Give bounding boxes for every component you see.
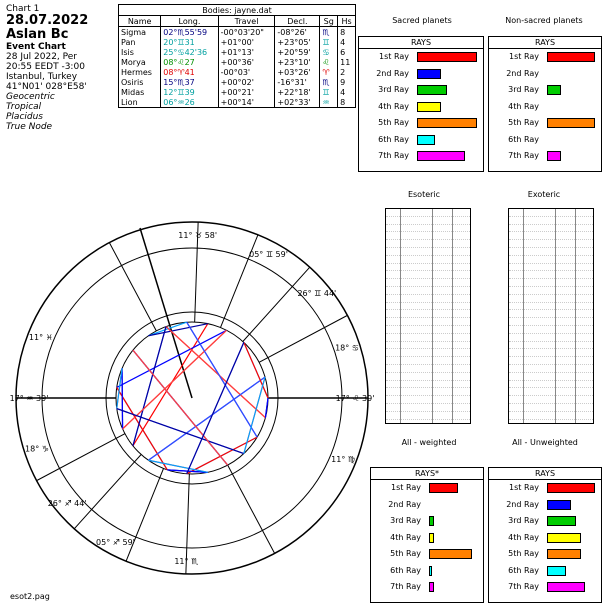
list-line [386, 303, 470, 311]
bodies-cell-long: 15°♏37 [161, 77, 218, 87]
chart-number: Chart 1 [6, 4, 40, 14]
bodies-cell-sg: ♊ [320, 37, 338, 47]
ray-bar [547, 582, 585, 592]
aspect-line [187, 322, 257, 437]
bodies-cell-decl: +20°59' [275, 47, 320, 57]
option-tropical: Tropical [6, 102, 42, 112]
rays-panel-sacred [358, 36, 484, 172]
ray-row [489, 530, 601, 547]
ray-label: 3rd Ray [508, 85, 539, 94]
rays-panel-nonsacred [488, 36, 602, 172]
bodies-cell-hs: 6 [338, 47, 356, 57]
ray-row [371, 480, 483, 497]
list-line [509, 295, 593, 303]
list-line [386, 396, 470, 404]
ray-label: 7th Ray [378, 151, 409, 160]
sacred-planets-title: Sacred planets [392, 16, 452, 25]
bodies-cell-decl: +23°10' [275, 57, 320, 67]
list-line [386, 334, 470, 342]
bodies-cell-sg: ♒ [320, 97, 338, 108]
list-line [386, 388, 470, 396]
esoteric-list [385, 208, 471, 424]
ray-row [359, 66, 483, 83]
ray-bar [547, 533, 581, 543]
list-line [386, 310, 470, 318]
list-line [386, 256, 470, 264]
ray-row [489, 82, 601, 99]
ray-row [371, 579, 483, 596]
ray-label: 2nd Ray [506, 499, 539, 509]
cusp-label: 26° ♐ 44' [47, 498, 87, 508]
list-line [386, 240, 470, 248]
ray-bar [429, 533, 434, 543]
chart-date: 28 Jul 2022, Per [6, 52, 78, 62]
bodies-cell-long: 12°♊39 [161, 87, 218, 97]
option-true-node: True Node [6, 122, 53, 132]
bodies-cell-name: Osiris [119, 77, 161, 87]
list-line [386, 365, 470, 373]
ray-row [489, 148, 601, 165]
house-cusp-line [74, 454, 141, 528]
exoteric-title: Exoteric [527, 190, 561, 199]
bodies-header-cell: Sg [320, 16, 338, 27]
bodies-cell-hs: 4 [338, 87, 356, 97]
ray-row [489, 115, 601, 132]
ray-bar [429, 516, 434, 526]
list-line [509, 365, 593, 373]
ray-row [371, 546, 483, 563]
house-cusp-line [220, 235, 257, 328]
bodies-header-cell: Name [119, 16, 161, 27]
ray-bar [429, 483, 458, 493]
cusp-label: 05° ♊ 59' [249, 250, 288, 260]
list-line [386, 248, 470, 256]
bodies-cell-decl: -08°26' [275, 27, 320, 38]
bodies-cell-travel: -00°03'20" [218, 27, 275, 38]
ray-label: 3rd Ray [508, 516, 539, 525]
ray-row [359, 99, 483, 116]
rays-panel-title: RAYS [489, 37, 601, 49]
list-line [386, 279, 470, 287]
list-line [386, 271, 470, 279]
bodies-cell-travel: +00°14' [218, 97, 275, 108]
list-line [386, 412, 470, 420]
house-cusp-line [243, 267, 310, 341]
list-divider [400, 209, 401, 423]
list-line [509, 271, 593, 279]
exoteric-list [508, 208, 594, 424]
ray-row [489, 480, 601, 497]
ray-label: 2nd Ray [388, 499, 421, 509]
ray-label: 5th Ray [508, 549, 539, 558]
bodies-cell-sg: ♊ [320, 87, 338, 97]
ray-bar [547, 52, 595, 62]
bodies-header-cell: Decl. [275, 16, 320, 27]
option-placidus: Placidus [6, 112, 43, 122]
ray-bar [417, 135, 435, 145]
ray-row [489, 497, 601, 514]
cusp-label: 18° ♑ [25, 444, 49, 454]
ray-row [371, 513, 483, 530]
cusp-label: 05° ♐ 59' [96, 537, 135, 547]
ray-label: 2nd Ray [376, 68, 409, 78]
bodies-cell-sg: ♏ [320, 27, 338, 38]
ray-row [489, 132, 601, 149]
nonsacred-planets-title: Non-sacred planets [505, 16, 583, 25]
bodies-cell-hs: 4 [338, 37, 356, 47]
ray-bar [547, 549, 581, 559]
list-line [386, 342, 470, 350]
bodies-row [119, 87, 356, 97]
bodies-row [119, 97, 356, 108]
ray-label: 5th Ray [508, 118, 539, 127]
bodies-cell-decl: +02°33' [275, 97, 320, 108]
house-cusp-line [259, 315, 347, 362]
list-line [386, 287, 470, 295]
ray-label: 1st Ray [509, 52, 539, 61]
list-line [509, 264, 593, 272]
list-line [509, 412, 593, 420]
ray-row [489, 546, 601, 563]
bodies-cell-decl: +22°18' [275, 87, 320, 97]
cusp-label: 26° ♊ 44' [297, 289, 337, 299]
rays-panel-weighted [370, 467, 484, 603]
list-line [509, 287, 593, 295]
esoteric-title: Esoteric [407, 190, 441, 199]
bodies-table-title: Bodies: jayne.dat [119, 5, 356, 16]
list-line [509, 232, 593, 240]
list-divider [523, 209, 524, 423]
aspect-line [122, 368, 123, 429]
bodies-row [119, 37, 356, 47]
bodies-cell-name: Midas [119, 87, 161, 97]
aspect-line [187, 342, 244, 473]
option-geocentric: Geocentric [6, 92, 55, 102]
aspect-line [117, 330, 227, 387]
bodies-header-cell: Travel [218, 16, 275, 27]
list-line [386, 209, 470, 217]
ray-bar [547, 85, 561, 95]
cusp-label: 17° ♌ 39' [335, 394, 375, 403]
aspect-line [117, 387, 168, 469]
bodies-cell-hs: 8 [338, 97, 356, 108]
list-line [509, 381, 593, 389]
list-line [386, 264, 470, 272]
ray-bar [417, 85, 447, 95]
list-line [386, 420, 470, 424]
ray-label: 2nd Ray [506, 68, 539, 78]
ray-label: 5th Ray [390, 549, 421, 558]
ray-label: 3rd Ray [378, 85, 409, 94]
list-line [509, 357, 593, 365]
ray-bar [417, 52, 477, 62]
ray-bar [429, 549, 472, 559]
list-line [386, 349, 470, 357]
list-line [509, 404, 593, 412]
ray-bar [429, 566, 432, 576]
rays-panel-title: RAYS* [371, 468, 483, 480]
ray-label: 1st Ray [391, 483, 421, 492]
ray-label: 7th Ray [508, 582, 539, 591]
list-line [509, 420, 593, 424]
bodies-cell-long: 25°♋42'36 [161, 47, 218, 57]
ray-bar [547, 118, 595, 128]
bodies-cell-name: Sigma [119, 27, 161, 38]
cusp-label: 11° ♉ 58' [178, 231, 218, 241]
ray-bar [547, 500, 571, 510]
list-line [386, 404, 470, 412]
ray-row [359, 49, 483, 66]
aspect-line [123, 330, 227, 429]
list-line [386, 217, 470, 225]
bodies-cell-long: 06°♒26 [161, 97, 218, 108]
bodies-cell-sg: ♋ [320, 47, 338, 57]
midheaven-arrow [140, 228, 192, 398]
ray-row [359, 148, 483, 165]
list-line [386, 232, 470, 240]
list-line [386, 295, 470, 303]
bodies-cell-decl: +23°05' [275, 37, 320, 47]
bodies-cell-sg: ♈ [320, 67, 338, 77]
list-line [509, 334, 593, 342]
ray-row [371, 563, 483, 580]
list-line [386, 326, 470, 334]
list-line [386, 373, 470, 381]
cusp-label: 11° ♏ [174, 556, 199, 566]
rays-panel-unweighted [488, 467, 602, 603]
bodies-table [118, 4, 356, 108]
ray-row [359, 115, 483, 132]
list-line [386, 318, 470, 326]
chart-type: Event Chart [6, 42, 66, 52]
ray-label: 6th Ray [508, 565, 539, 575]
list-line [509, 279, 593, 287]
ray-label: 4th Ray [508, 532, 539, 542]
ray-row [489, 99, 601, 116]
bodies-cell-name: Lion [119, 97, 161, 108]
ray-bar [547, 483, 595, 493]
chart-name: 28.07.2022 Aslan Bc [6, 13, 89, 42]
chart-time: 20:55 EEDT -3:00 [6, 62, 85, 72]
list-divider [575, 209, 576, 423]
ray-row [489, 49, 601, 66]
bodies-cell-decl: +03°26' [275, 67, 320, 77]
chart-wheel [0, 210, 384, 594]
ray-bar [547, 516, 576, 526]
ray-row [371, 530, 483, 547]
ray-row [359, 82, 483, 99]
ray-bar [417, 102, 441, 112]
list-divider [452, 209, 453, 423]
bodies-cell-long: 20°♊31 [161, 37, 218, 47]
list-line [509, 318, 593, 326]
ray-row [371, 497, 483, 514]
rays-panel-title: RAYS [489, 468, 601, 480]
bodies-cell-sg: ♌ [320, 57, 338, 67]
ray-label: 3rd Ray [390, 516, 421, 525]
rays-panel-title: RAYS [359, 37, 483, 49]
ray-row [489, 513, 601, 530]
bodies-cell-long: 08°♌27 [161, 57, 218, 67]
bodies-cell-travel: -00°03' [218, 67, 275, 77]
bodies-cell-travel: +01°00' [218, 37, 275, 47]
list-line [509, 310, 593, 318]
ray-label: 1st Ray [509, 483, 539, 492]
list-line [509, 209, 593, 217]
cusp-label: 17° ♒ 39' [9, 394, 49, 403]
ray-bar [547, 566, 566, 576]
bodies-cell-travel: +01°13' [218, 47, 275, 57]
bodies-cell-name: Pan [119, 37, 161, 47]
bodies-cell-travel: +00°21' [218, 87, 275, 97]
bodies-header-cell: Hs [338, 16, 356, 27]
bodies-cell-travel: +00°36' [218, 57, 275, 67]
house-cusp-line [228, 465, 275, 553]
list-line [386, 357, 470, 365]
list-line [509, 303, 593, 311]
ray-row [489, 563, 601, 580]
bodies-cell-sg: ♏ [320, 77, 338, 87]
list-line [509, 326, 593, 334]
ray-label: 4th Ray [508, 101, 539, 111]
ray-label: 6th Ray [390, 565, 421, 575]
bodies-cell-hs: 2 [338, 67, 356, 77]
bodies-cell-name: Morya [119, 57, 161, 67]
bodies-row [119, 77, 356, 87]
bodies-row [119, 47, 356, 57]
chart-coords: 41°N01' 028°E58' [6, 82, 87, 92]
ray-bar [429, 582, 434, 592]
ray-bar [417, 69, 441, 79]
list-line [509, 217, 593, 225]
list-line [509, 373, 593, 381]
bodies-row [119, 27, 356, 38]
bodies-row [119, 67, 356, 77]
cusp-label: 18° ♋ [335, 343, 359, 353]
ray-label: 4th Ray [378, 101, 409, 111]
ray-row [489, 579, 601, 596]
list-line [509, 248, 593, 256]
bodies-cell-decl: -16°31' [275, 77, 320, 87]
ray-label: 4th Ray [390, 532, 421, 542]
ray-label: 5th Ray [378, 118, 409, 127]
list-line [509, 349, 593, 357]
cusp-label: 11° ♍ [331, 455, 356, 465]
footer-filename: esot2.pag [10, 592, 50, 601]
list-line [386, 225, 470, 233]
bodies-header-cell: Long. [161, 16, 218, 27]
house-cusp-line [37, 434, 125, 481]
list-divider [432, 209, 433, 423]
ray-label: 6th Ray [378, 134, 409, 144]
bodies-cell-hs: 11 [338, 57, 356, 67]
ray-bar [547, 151, 561, 161]
bodies-cell-travel: +00°02' [218, 77, 275, 87]
ray-label: 7th Ray [508, 151, 539, 160]
list-line [386, 381, 470, 389]
house-cusp-line [126, 468, 163, 561]
bodies-cell-name: Hermes [119, 67, 161, 77]
cusp-label: 11° ♓ [28, 332, 53, 342]
bodies-cell-long: 08°♈41 [161, 67, 218, 77]
ray-row [489, 66, 601, 83]
ray-bar [417, 151, 465, 161]
ray-label: 7th Ray [390, 582, 421, 591]
list-divider [555, 209, 556, 423]
chart-header [6, 4, 118, 132]
ray-bar [417, 118, 477, 128]
bodies-cell-hs: 8 [338, 27, 356, 38]
ray-row [359, 132, 483, 149]
bodies-cell-hs: 9 [338, 77, 356, 87]
unweighted-caption: All - Unweighted [512, 438, 578, 447]
aspect-line [117, 409, 244, 454]
list-line [509, 256, 593, 264]
weighted-caption: All - weighted [401, 438, 457, 447]
bodies-cell-name: Isis [119, 47, 161, 57]
list-line [509, 396, 593, 404]
list-line [509, 240, 593, 248]
list-line [509, 342, 593, 350]
list-line [509, 225, 593, 233]
list-line [509, 388, 593, 396]
ray-label: 6th Ray [508, 134, 539, 144]
chart-place: Istanbul, Turkey [6, 72, 78, 82]
bodies-row [119, 57, 356, 67]
bodies-cell-long: 02°♏55'59 [161, 27, 218, 38]
ray-label: 1st Ray [379, 52, 409, 61]
